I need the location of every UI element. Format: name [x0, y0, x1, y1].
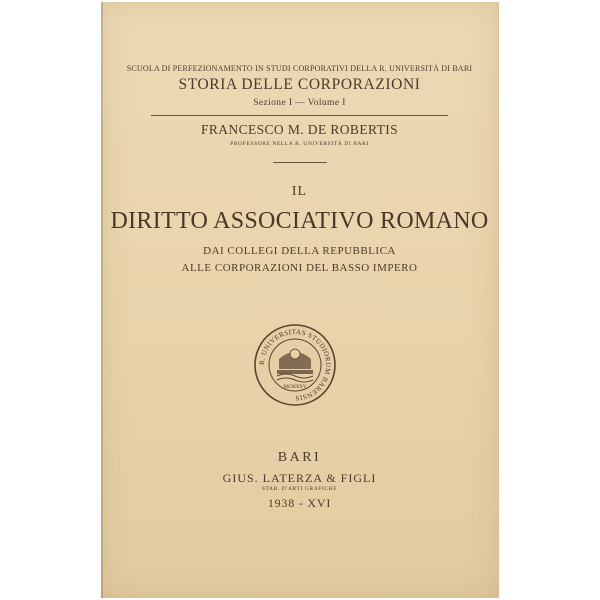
publisher-name: GIUS. LATERZA & FIGLI [222, 471, 377, 485]
top-divider [151, 115, 448, 116]
publication-year: 1938 - XVI [267, 496, 332, 510]
series-title: STORIA DELLE CORPORAZIONI [178, 76, 421, 93]
book-title: DIRITTO ASSOCIATIVO ROMANO [110, 208, 489, 234]
author-name: FRANCESCO M. DE ROBERTIS [200, 122, 399, 137]
author-role: PROFESSORE NELLA R. UNIVERSITÀ DI BARI [230, 141, 369, 147]
publication-city: BARI [277, 450, 322, 465]
book-subtitle-line-2: ALLE CORPORAZIONI DEL BASSO IMPERO [181, 262, 418, 274]
publisher-subtitle: STAB. D'ARTI GRAFICHE [261, 486, 338, 492]
title-prefix: IL [291, 184, 308, 199]
university-seal-icon [253, 323, 337, 407]
svg-text:MCMXXV: MCMXXV [283, 385, 307, 390]
svg-text:R. UNIVERSITAS STUDIORUM BAREN: R. UNIVERSITAS STUDIORUM BARENSIS [257, 327, 333, 403]
school-line: SCUOLA DI PERFEZIONAMENTO IN STUDI CORPORATIVI DELLA R. UNIVERSITÀ DI BARI [126, 64, 473, 73]
series-subtitle: Sezione I — Volume I [253, 98, 346, 108]
book-cover [101, 2, 498, 598]
short-divider [273, 162, 327, 163]
book-subtitle-line-1: DAI COLLEGI DELLA REPUBBLICA [203, 245, 396, 257]
